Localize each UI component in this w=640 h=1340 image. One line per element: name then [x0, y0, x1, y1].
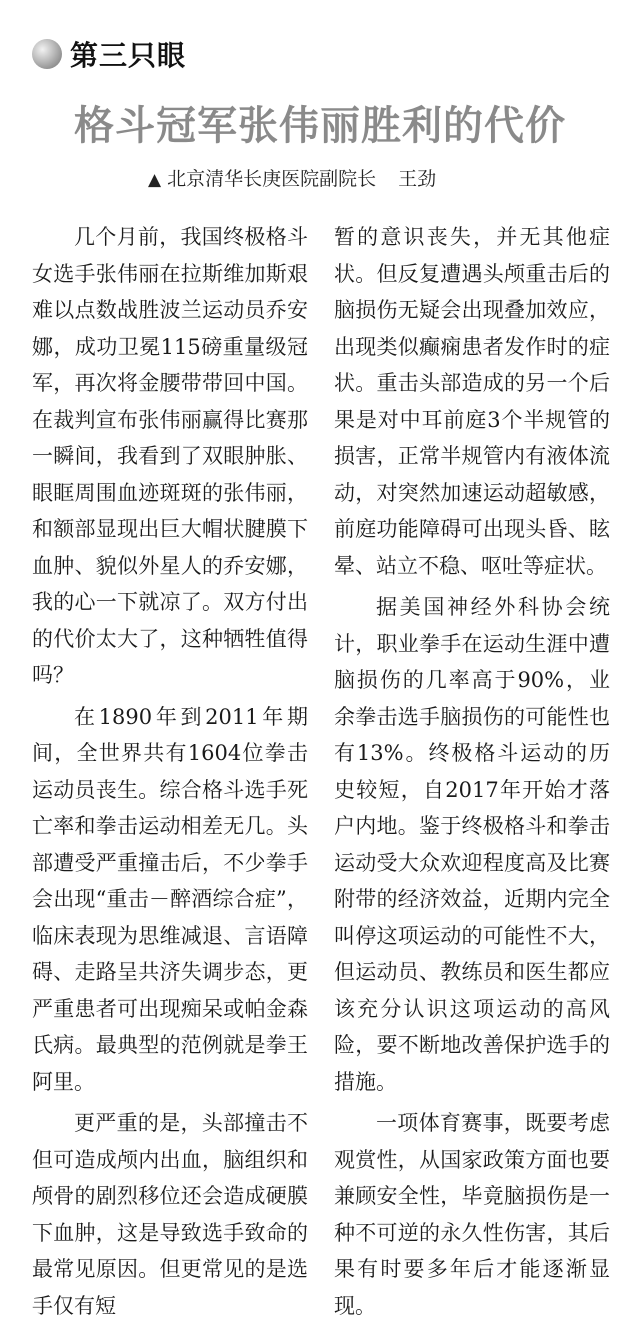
article-paragraph: 在1890年到2011年期间，全世界共有1604位拳击运动员丧生。综合格斗选手死亡率和拳击运动相差无几。头部遭受严重撞击后，不少拳手会出现“重击－醉酒综合症”，临床表现为思维减退、言语障碍、走路呈共济失调步态，更严重患者可出现痴呆或帕金森氏病。最典型的范例就是拳王阿里。 [32, 704, 308, 1094]
author-affiliation: 北京清华长庚医院副院长 [167, 168, 377, 190]
column-header [32, 34, 186, 74]
article-paragraph-continued: 暂的意识丧失，并无其他症状。但反复遭遇头颅重击后的脑损伤无疑会出现叠加效应，出现类似癫痫患者发作时的症状。重击头部造成的另一个后果是对中耳前庭3个半规管的损害，正常半规管内有液体流动，对突然加速运动超敏感，前庭功能障碍可出现头昏、眩晕、站立不稳、呕吐等症状。 [334, 225, 610, 578]
author-name: 王劲 [398, 168, 437, 190]
byline-triangle-icon: ▲ [148, 170, 162, 190]
article-column-right [334, 219, 610, 1329]
gray-sphere-bullet-icon [32, 39, 62, 69]
article-paragraph: 更严重的是，头部撞击不但可造成颅内出血，脑组织和颅骨的剧烈移位还会造成硬膜下血肿，这是导致选手致命的最常见原因。但更常见的是选手仅有短 [32, 1111, 308, 1318]
article-paragraph: 一项体育赛事，既要考虑观赏性，从国家政策方面也要兼顾安全性，毕竟脑损伤是一种不可逆的永久性伤害，其后果有时要多年后才能逐渐显现。 [334, 1111, 610, 1318]
column-name: 第三只眼 [70, 39, 187, 72]
article-title: 格斗冠军张伟丽胜利的代价 [74, 103, 566, 149]
byline [148, 164, 436, 195]
article-column-left [32, 219, 308, 1329]
article-paragraph: 几个月前，我国终极格斗女选手张伟丽在拉斯维加斯艰难以点数战胜波兰运动员乔安娜，成功卫冕115磅重量级冠军，再次将金腰带带回中国。在裁判宣布张伟丽赢得比赛那一瞬间，我看到了双眼肿胀、眼眶周围血迹斑斑的张伟丽，和额部显现出巨大帽状腱膜下血肿、貌似外星人的乔安娜，我的心一下就凉了。双方付出的代价太大了，这种牺牲值得吗？ [32, 225, 308, 687]
article-paragraph: 据美国神经外科协会统计，职业拳手在运动生涯中遭脑损伤的几率高于90%，业余拳击选手脑损伤的可能性也有13%。终极格斗运动的历史较短，自2017年开始才落户内地。鉴于终极格斗和拳击运动受大众欢迎程度高及比赛附带的经济效益，近期内完全叫停这项运动的可能性不大，但运动员、教练员和医生都应该充分认识这项运动的高风险，要不断地改善保护选手的措施。 [334, 595, 610, 1094]
